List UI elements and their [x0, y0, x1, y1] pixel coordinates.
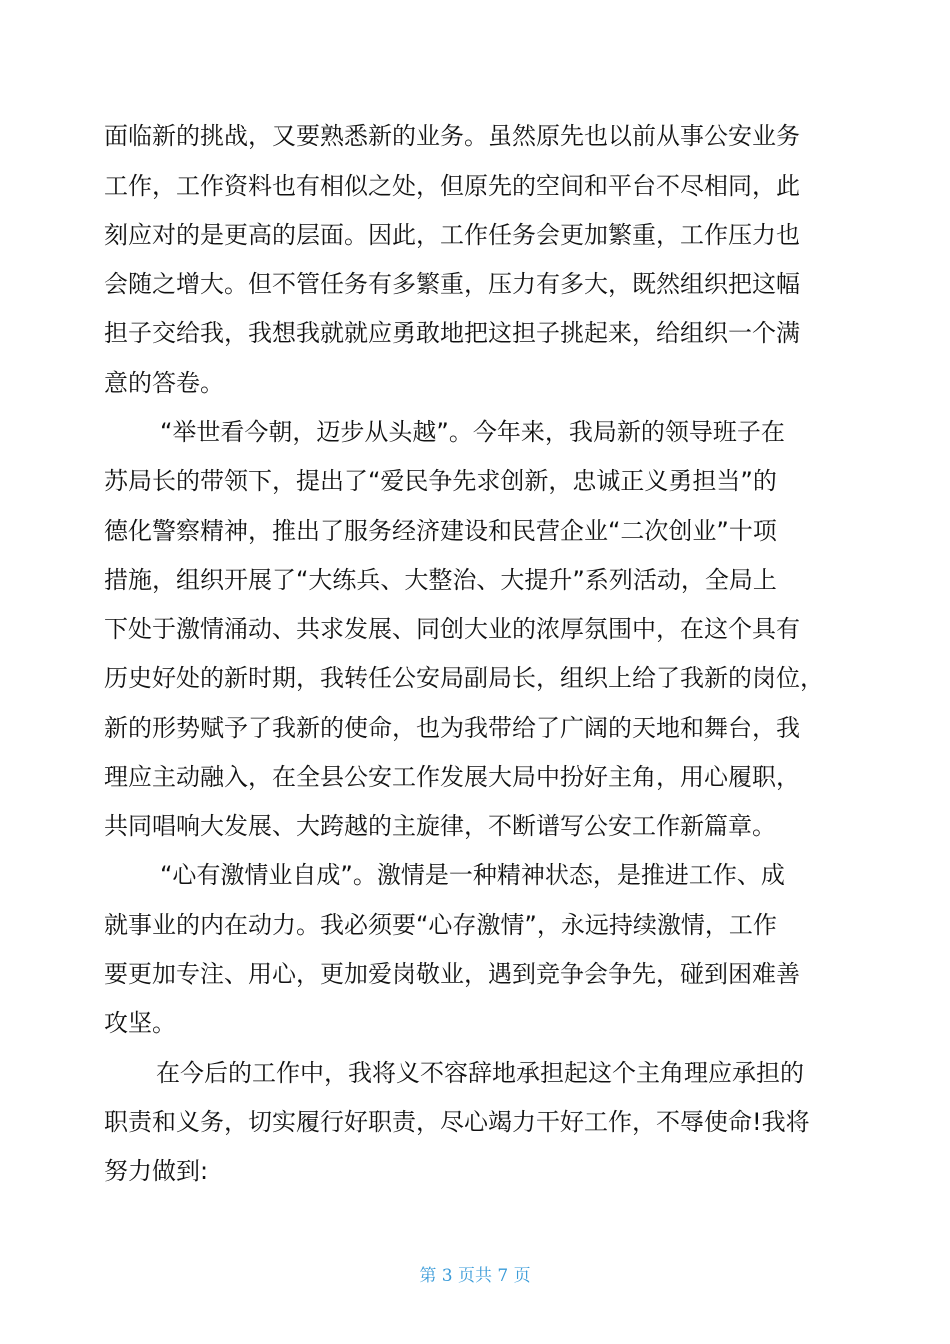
text-line-p1-l1: 面临新的挑战，又要熟悉新的业务。虽然原先也以前从事公安业务	[104, 122, 800, 150]
text-line-p2-l6: 历史好处的新时期，我转任公安局副局长，组织上给了我新的岗位，	[104, 664, 824, 692]
text-line-p4-l3: 努力做到:	[104, 1157, 209, 1185]
text-line-p3-l1: “心有激情业自成”。激情是一种精神状态，是推进工作、成	[160, 861, 785, 889]
text-line-p1-l3: 刻应对的是更高的层面。因此，工作任务会更加繁重，工作压力也	[104, 221, 800, 249]
text-line-p4-l2: 职责和义务，切实履行好职责，尽心竭力干好工作，不辱使命!我将	[104, 1108, 810, 1136]
text-line-p3-l4: 攻坚。	[104, 1009, 176, 1037]
page-number-footer: 第 3 页共 7 页	[419, 1266, 531, 1286]
text-line-p1-l5: 担子交给我，我想我就就应勇敢地把这担子挑起来，给组织一个满	[104, 319, 800, 347]
text-line-p1-l4: 会随之增大。但不管任务有多繁重，压力有多大，既然组织把这幅	[104, 270, 800, 298]
text-line-p2-l8: 理应主动融入，在全县公安工作发展大局中扮好主角，用心履职，	[104, 763, 800, 791]
text-line-p2-l9: 共同唱响大发展、大跨越的主旋律，不断谱写公安工作新篇章。	[104, 812, 776, 840]
text-line-p4-l1: 在今后的工作中，我将义不容辞地承担起这个主角理应承担的	[156, 1059, 804, 1087]
text-line-p2-l3: 德化警察精神，推出了服务经济建设和民营企业“二次创业”十项	[104, 517, 777, 545]
text-line-p2-l7: 新的形势赋予了我新的使命，也为我带给了广阔的天地和舞台，我	[104, 714, 800, 742]
text-line-p2-l2: 苏局长的带领下，提出了“爱民争先求创新，忠诚正义勇担当”的	[104, 467, 777, 495]
text-line-p3-l3: 要更加专注、用心，更加爱岗敬业，遇到竞争会争先，碰到困难善	[104, 960, 800, 988]
text-line-p1-l6: 意的答卷。	[104, 369, 224, 397]
text-line-p2-l5: 下处于激情涌动、共求发展、同创大业的浓厚氛围中，在这个具有	[104, 615, 800, 643]
text-line-p3-l2: 就事业的内在动力。我必须要“心存激情”，永远持续激情，工作	[104, 911, 777, 939]
text-line-p1-l2: 工作，工作资料也有相似之处，但原先的空间和平台不尽相同，此	[104, 172, 800, 200]
text-line-p2-l4: 措施，组织开展了“大练兵、大整治、大提升”系列活动，全局上	[104, 566, 777, 594]
text-line-p2-l1: “举世看今朝，迈步从头越”。今年来，我局新的领导班子在	[160, 418, 785, 446]
